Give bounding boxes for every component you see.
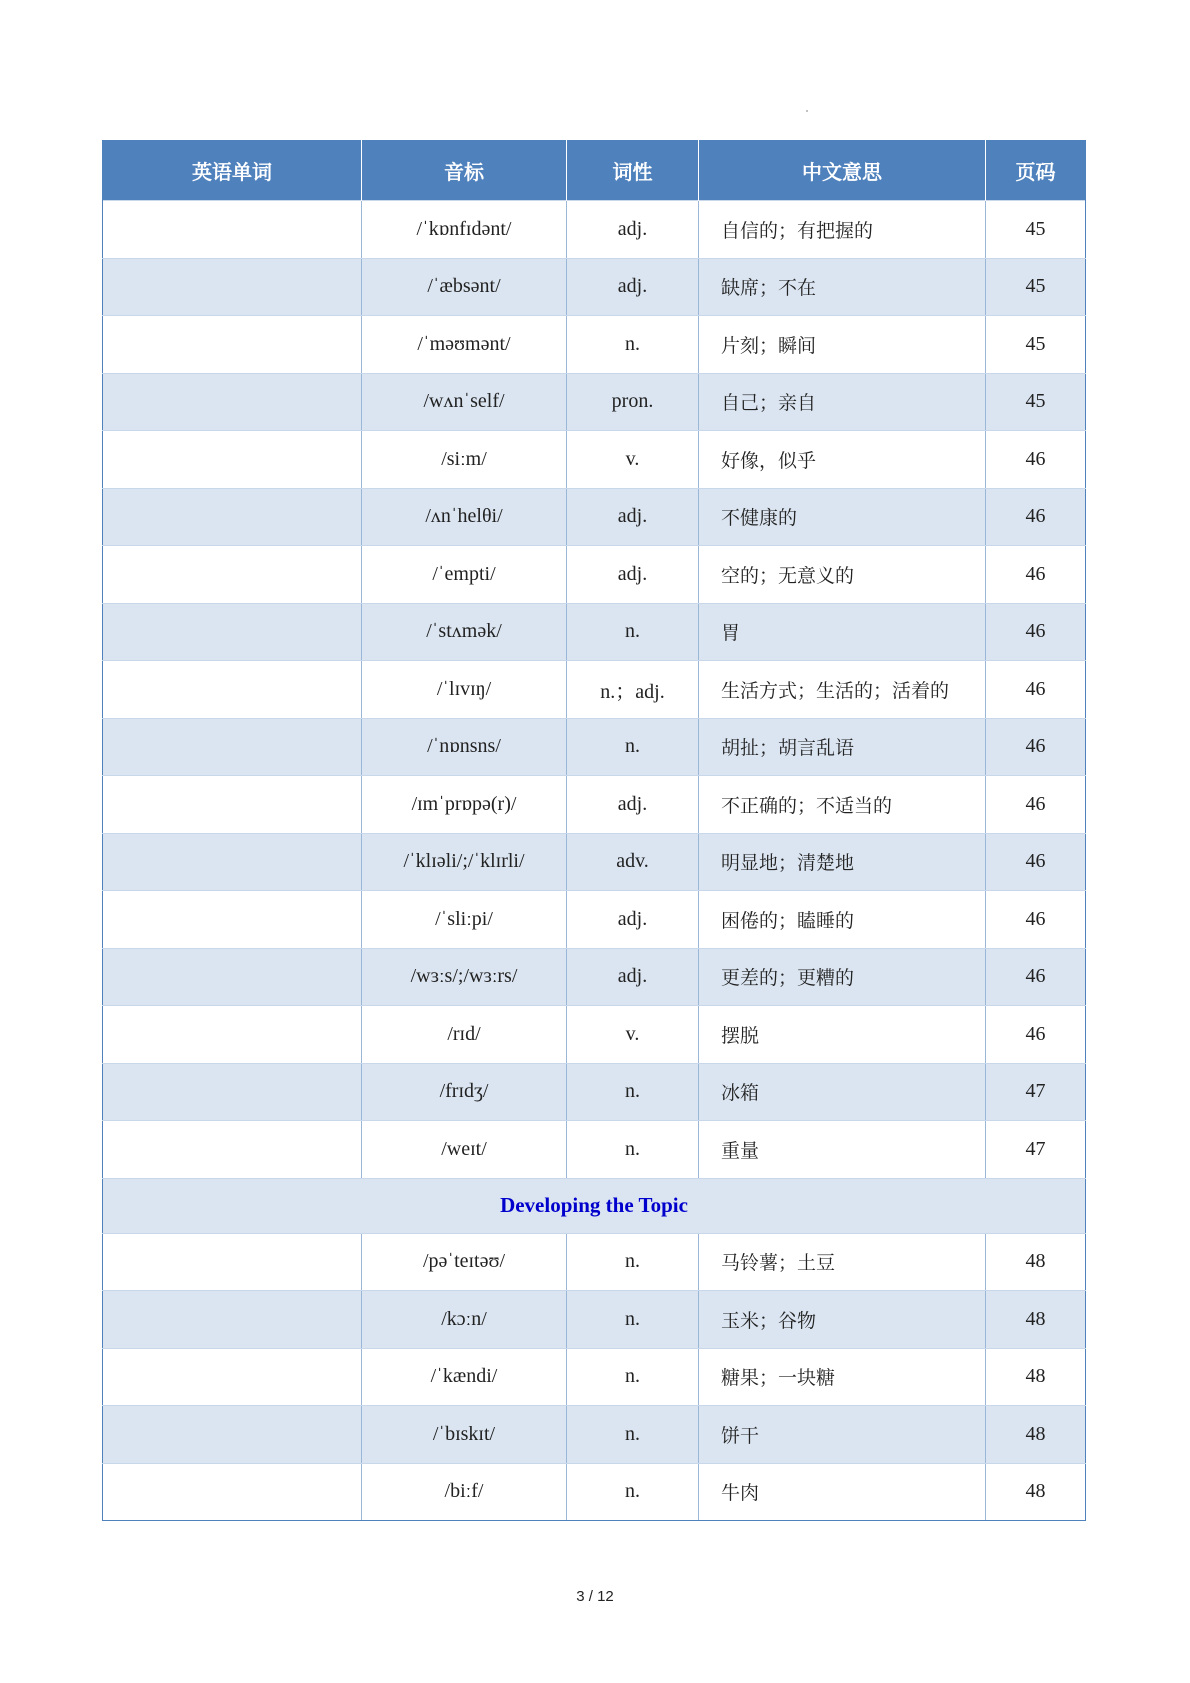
part-of-speech-cell: n. — [567, 1291, 699, 1349]
part-of-speech-cell: pron. — [567, 373, 699, 431]
page-cell: 48 — [986, 1406, 1086, 1464]
table-row — [103, 718, 1086, 776]
table-row — [103, 546, 1086, 604]
word-cell — [103, 1121, 362, 1179]
page-cell: 45 — [986, 258, 1086, 316]
phonetic-cell: /wʌnˈself/ — [362, 373, 567, 431]
part-of-speech-cell: adj. — [567, 258, 699, 316]
word-cell — [103, 891, 362, 949]
table-row — [103, 1233, 1086, 1291]
part-of-speech-cell: n. — [567, 1406, 699, 1464]
table-row — [103, 1006, 1086, 1064]
part-of-speech-cell: adj. — [567, 776, 699, 834]
meaning-cell: 摆脱 — [699, 1006, 986, 1064]
phonetic-cell: /ˈbɪskɪt/ — [362, 1406, 567, 1464]
section-title: Developing the Topic — [103, 1178, 1086, 1233]
phonetic-cell: /weɪt/ — [362, 1121, 567, 1179]
table-row — [103, 1463, 1086, 1521]
table-row — [103, 661, 1086, 719]
table-row — [103, 1121, 1086, 1179]
phonetic-cell: /ˈlɪvɪŋ/ — [362, 661, 567, 719]
meaning-cell: 不正确的；不适当的 — [699, 776, 986, 834]
meaning-cell: 胡扯；胡言乱语 — [699, 718, 986, 776]
meaning-cell: 困倦的；瞌睡的 — [699, 891, 986, 949]
word-cell — [103, 833, 362, 891]
phonetic-cell: /siːm/ — [362, 431, 567, 489]
part-of-speech-cell: n. — [567, 1063, 699, 1121]
page-cell: 46 — [986, 661, 1086, 719]
page-cell: 47 — [986, 1063, 1086, 1121]
meaning-cell: 生活方式；生活的；活着的 — [699, 661, 986, 719]
table-body — [103, 201, 1086, 1521]
meaning-cell: 缺席；不在 — [699, 258, 986, 316]
page-cell: 46 — [986, 776, 1086, 834]
phonetic-cell: /ˈnɒnsns/ — [362, 718, 567, 776]
page-cell: 46 — [986, 833, 1086, 891]
table-row — [103, 1291, 1086, 1349]
part-of-speech-cell: adj. — [567, 546, 699, 604]
table-row — [103, 948, 1086, 1006]
page-cell: 46 — [986, 718, 1086, 776]
table-row — [103, 1348, 1086, 1406]
page-cell: 46 — [986, 546, 1086, 604]
word-cell — [103, 316, 362, 374]
phonetic-cell: /ˈklɪəli/;/ˈklɪrli/ — [362, 833, 567, 891]
header-part-of-speech: 词性 — [567, 140, 699, 201]
meaning-cell: 冰箱 — [699, 1063, 986, 1121]
phonetic-cell: /ˈkændi/ — [362, 1348, 567, 1406]
meaning-cell: 更差的；更糟的 — [699, 948, 986, 1006]
phonetic-cell: /ˈsliːpi/ — [362, 891, 567, 949]
page-cell: 46 — [986, 1006, 1086, 1064]
word-cell — [103, 718, 362, 776]
header-meaning: 中文意思 — [699, 140, 986, 201]
table-row — [103, 431, 1086, 489]
meaning-cell: 明显地；清楚地 — [699, 833, 986, 891]
phonetic-cell: /rɪd/ — [362, 1006, 567, 1064]
phonetic-cell: /pəˈteɪtəʊ/ — [362, 1233, 567, 1291]
table-row — [103, 316, 1086, 374]
word-cell — [103, 201, 362, 259]
word-cell — [103, 1406, 362, 1464]
page-cell: 45 — [986, 373, 1086, 431]
part-of-speech-cell: n. — [567, 603, 699, 661]
meaning-cell: 不健康的 — [699, 488, 986, 546]
meaning-cell: 好像，似乎 — [699, 431, 986, 489]
meaning-cell: 马铃薯；土豆 — [699, 1233, 986, 1291]
word-cell — [103, 431, 362, 489]
part-of-speech-cell: adj. — [567, 891, 699, 949]
vocabulary-table — [102, 140, 1086, 1521]
table-row — [103, 1406, 1086, 1464]
page-cell: 48 — [986, 1233, 1086, 1291]
part-of-speech-cell: n. — [567, 718, 699, 776]
page-cell: 46 — [986, 603, 1086, 661]
meaning-cell: 空的；无意义的 — [699, 546, 986, 604]
word-cell — [103, 1291, 362, 1349]
page-cell: 48 — [986, 1348, 1086, 1406]
phonetic-cell: /ˈməʊmənt/ — [362, 316, 567, 374]
page-cell: 48 — [986, 1291, 1086, 1349]
part-of-speech-cell: n.；adj. — [567, 661, 699, 719]
meaning-cell: 玉米；谷物 — [699, 1291, 986, 1349]
page-cell: 46 — [986, 488, 1086, 546]
page-cell: 45 — [986, 201, 1086, 259]
phonetic-cell: /ˈstʌmək/ — [362, 603, 567, 661]
word-cell — [103, 1233, 362, 1291]
meaning-cell: 牛肉 — [699, 1463, 986, 1521]
part-of-speech-cell: v. — [567, 431, 699, 489]
word-cell — [103, 1063, 362, 1121]
meaning-cell: 片刻；瞬间 — [699, 316, 986, 374]
table-row — [103, 258, 1086, 316]
meaning-cell: 重量 — [699, 1121, 986, 1179]
part-of-speech-cell: n. — [567, 316, 699, 374]
table-row — [103, 1063, 1086, 1121]
stray-mark — [806, 110, 808, 112]
word-cell — [103, 603, 362, 661]
meaning-cell: 自信的；有把握的 — [699, 201, 986, 259]
word-cell — [103, 948, 362, 1006]
phonetic-cell: /ˈæbsənt/ — [362, 258, 567, 316]
word-cell — [103, 1463, 362, 1521]
header-page: 页码 — [986, 140, 1086, 201]
phonetic-cell: /kɔːn/ — [362, 1291, 567, 1349]
header-word: 英语单词 — [103, 140, 362, 201]
phonetic-cell: /ˈkɒnfɪdənt/ — [362, 201, 567, 259]
part-of-speech-cell: n. — [567, 1121, 699, 1179]
page-number: 3 / 12 — [576, 1588, 614, 1605]
word-cell — [103, 373, 362, 431]
page-cell: 46 — [986, 431, 1086, 489]
word-cell — [103, 258, 362, 316]
page-cell: 45 — [986, 316, 1086, 374]
page-cell: 48 — [986, 1463, 1086, 1521]
part-of-speech-cell: n. — [567, 1463, 699, 1521]
part-of-speech-cell: n. — [567, 1233, 699, 1291]
table-row — [103, 833, 1086, 891]
part-of-speech-cell: adj. — [567, 948, 699, 1006]
table-row — [103, 488, 1086, 546]
table-row — [103, 373, 1086, 431]
phonetic-cell: /ɪmˈprɒpə(r)/ — [362, 776, 567, 834]
table-header-row — [103, 140, 1086, 201]
part-of-speech-cell: n. — [567, 1348, 699, 1406]
page-cell: 46 — [986, 891, 1086, 949]
word-cell — [103, 1006, 362, 1064]
meaning-cell: 自己；亲自 — [699, 373, 986, 431]
table-row — [103, 603, 1086, 661]
meaning-cell: 糖果；一块糖 — [699, 1348, 986, 1406]
header-phonetic: 音标 — [362, 140, 567, 201]
part-of-speech-cell: adv. — [567, 833, 699, 891]
phonetic-cell: /frɪdʒ/ — [362, 1063, 567, 1121]
meaning-cell: 饼干 — [699, 1406, 986, 1464]
phonetic-cell: /wɜːs/;/wɜːrs/ — [362, 948, 567, 1006]
phonetic-cell: /biːf/ — [362, 1463, 567, 1521]
section-row — [103, 1178, 1086, 1233]
page-cell: 46 — [986, 948, 1086, 1006]
word-cell — [103, 661, 362, 719]
word-cell — [103, 1348, 362, 1406]
table-row — [103, 776, 1086, 834]
word-cell — [103, 776, 362, 834]
table-row — [103, 201, 1086, 259]
word-cell — [103, 488, 362, 546]
table-row — [103, 891, 1086, 949]
phonetic-cell: /ˈempti/ — [362, 546, 567, 604]
part-of-speech-cell: v. — [567, 1006, 699, 1064]
word-cell — [103, 546, 362, 604]
phonetic-cell: /ʌnˈhelθi/ — [362, 488, 567, 546]
meaning-cell: 胃 — [699, 603, 986, 661]
part-of-speech-cell: adj. — [567, 201, 699, 259]
part-of-speech-cell: adj. — [567, 488, 699, 546]
page-cell: 47 — [986, 1121, 1086, 1179]
